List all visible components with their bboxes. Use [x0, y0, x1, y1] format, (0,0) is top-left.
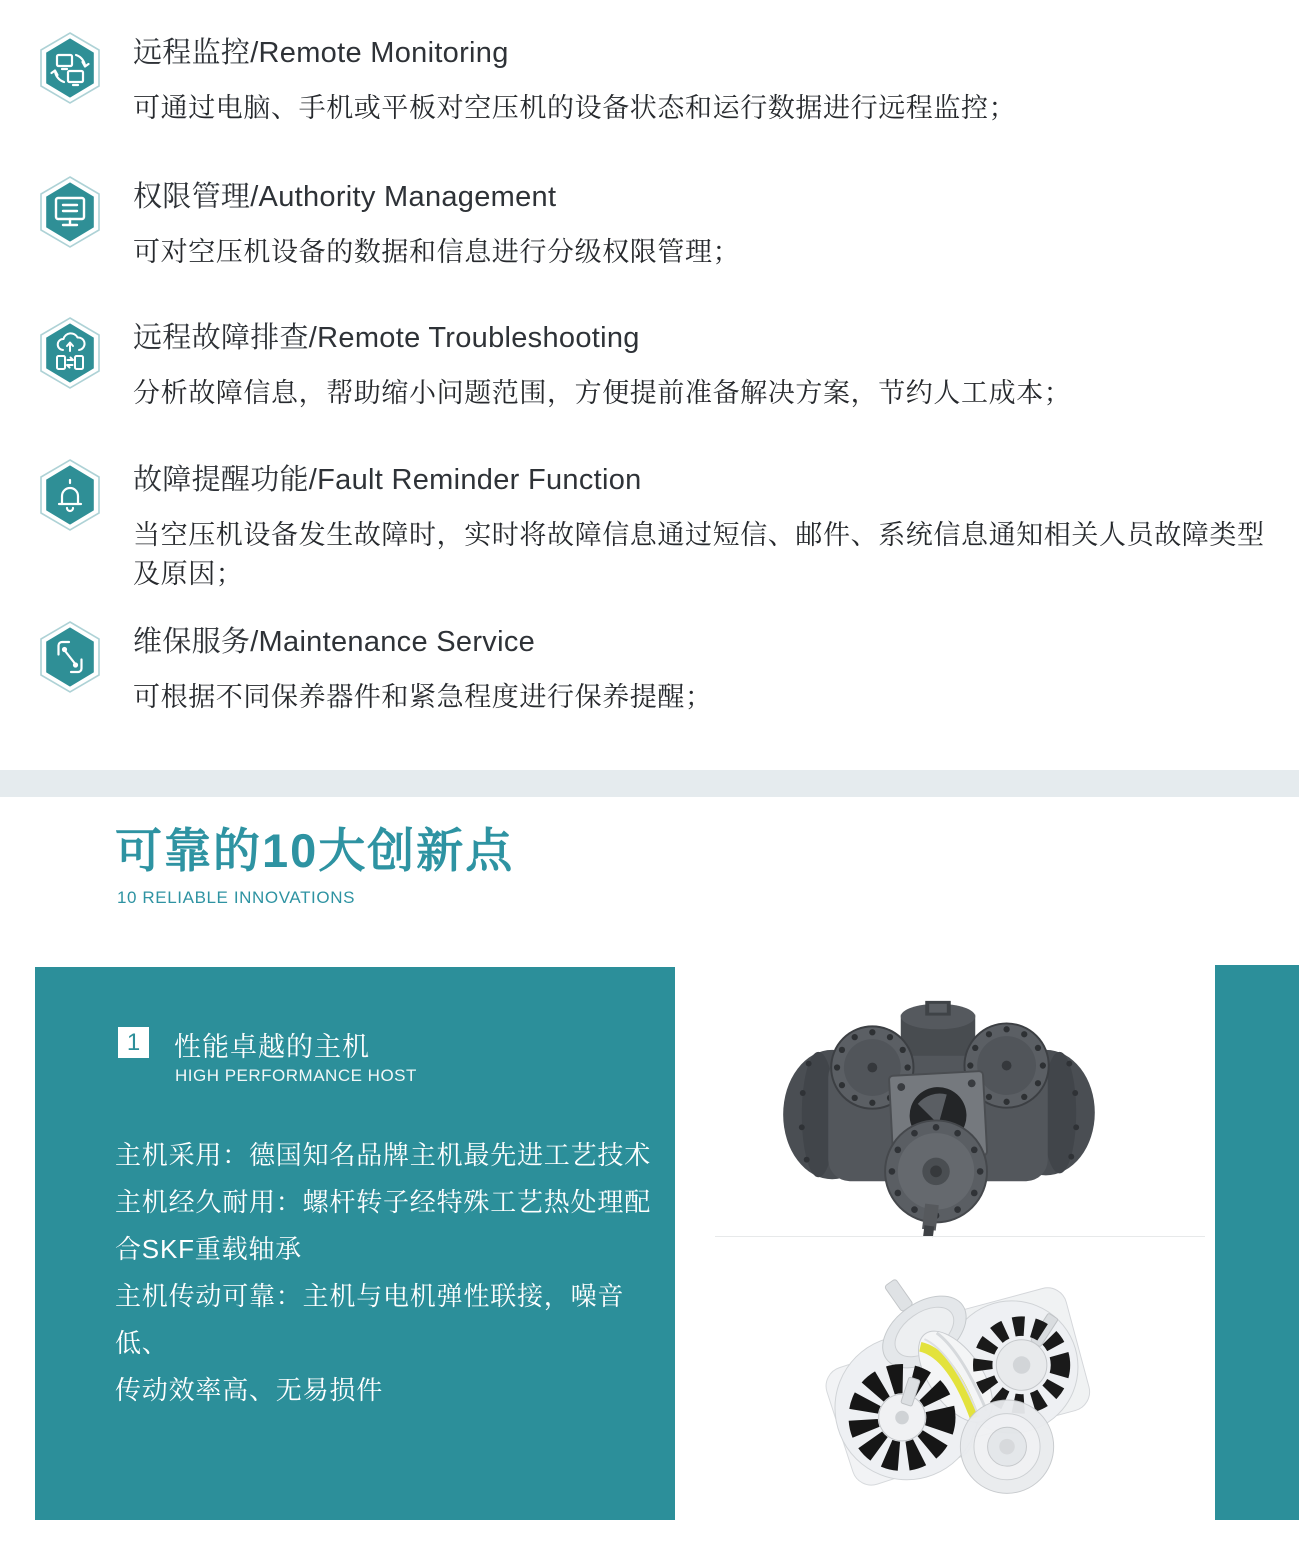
body-line: 传动效率高、无易损件 [115, 1375, 384, 1405]
feature-description: 可对空压机设备的数据和信息进行分级权限管理； [133, 237, 741, 267]
feature-description: 可根据不同保养器件和紧急程度进行保养提醒； [133, 682, 713, 712]
feature-title: 维保服务/Maintenance Service [133, 626, 536, 658]
authority-management-icon [38, 176, 102, 248]
innovation-panel [35, 967, 675, 1520]
feature-description: 当空压机设备发生故障时，实时将故障信息通过短信、邮件、系统信息通知相关人员故障类型及原因； [133, 520, 1265, 589]
feature-row-remote-troubleshooting [38, 313, 1278, 410]
image-divider-line [715, 1236, 1205, 1237]
innovation-subtitle: HIGH PERFORMANCE HOST [175, 1066, 417, 1085]
remote-monitoring-icon [38, 32, 102, 104]
section-divider-band [0, 770, 1299, 797]
feature-title: 故障提醒功能/Fault Reminder Function [133, 464, 642, 496]
feature-row-maintenance-service [38, 617, 1278, 714]
remote-troubleshooting-icon [38, 317, 102, 389]
innovation-panel-right-strip [1215, 965, 1299, 1520]
body-line: 主机传动可靠：主机与电机弹性联接，噪音低、 [115, 1281, 625, 1358]
screw-rotor-wireframe-photo [808, 1262, 1103, 1505]
feature-row-authority-management [38, 172, 1278, 269]
body-line: 合SKF重载轴承 [115, 1234, 302, 1264]
compressor-host-photo [768, 995, 1108, 1240]
feature-title: 权限管理/Authority Management [133, 181, 557, 213]
feature-row-remote-monitoring [38, 28, 1278, 125]
body-line: 主机经久耐用：螺杆转子经特殊工艺热处理配 [115, 1187, 652, 1217]
body-line: 主机采用：德国知名品牌主机最先进工艺技术 [115, 1140, 652, 1170]
feature-title: 远程故障排查/Remote Troubleshooting [133, 322, 640, 354]
feature-description: 可通过电脑、手机或平板对空压机的设备状态和运行数据进行远程监控； [133, 93, 1017, 123]
innovation-title: 性能卓越的主机 [174, 1032, 370, 1062]
innovation-body [115, 1132, 655, 1414]
feature-row-fault-reminder [38, 455, 1278, 591]
section-subtitle: 10 RELIABLE INNOVATIONS [117, 888, 356, 907]
section-title: 可靠的10大创新点 [115, 824, 515, 877]
feature-description: 分析故障信息，帮助缩小问题范围，方便提前准备解决方案，节约人工成本； [133, 378, 1072, 408]
feature-title: 远程监控/Remote Monitoring [133, 37, 509, 69]
maintenance-service-icon [38, 621, 102, 693]
innovation-number-badge: 1 [118, 1027, 149, 1058]
fault-reminder-icon [38, 459, 102, 531]
